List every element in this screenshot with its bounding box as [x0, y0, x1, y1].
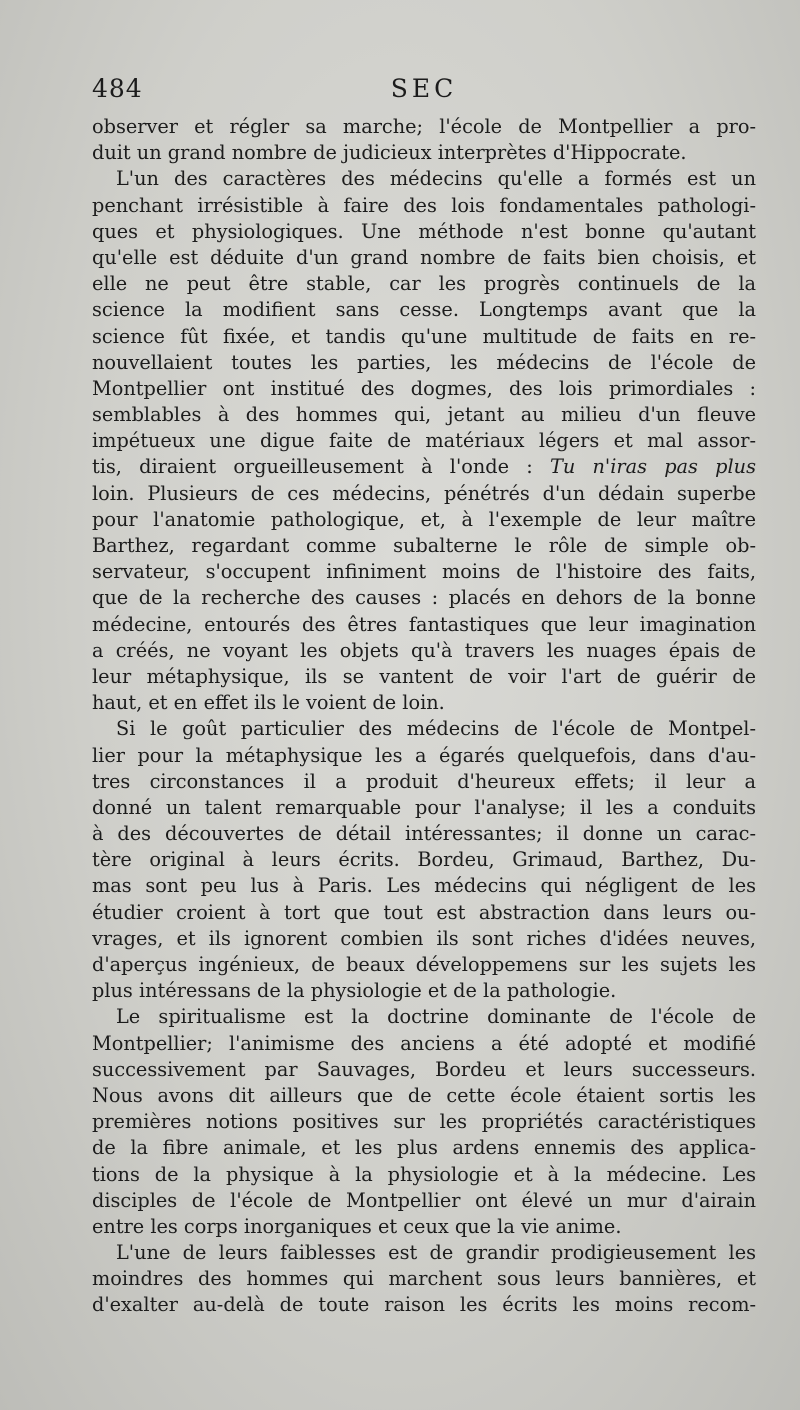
text-line: à des découvertes de détail intéressantes; il donne un carac- [92, 822, 756, 846]
page-number: 484 [92, 74, 143, 103]
text-line: disciples de l'école de Montpellier ont élevé un mur d'airain [92, 1188, 756, 1212]
text-line: entre les corps inorganiques et ceux que la vie anime. [92, 1214, 622, 1238]
text-line: servateur, s'occupent infiniment moins de l'histoire des faits, [92, 560, 756, 584]
text-line: Montpellier; l'animisme des anciens a été adopté et modifié [92, 1031, 756, 1055]
text-line: Barthez, regardant comme subalterne le rôle de simple ob- [92, 534, 756, 557]
text-line: impétueux une digue faite de matériaux légers et mal assor- [92, 429, 756, 453]
text-line: médecine, entourés des êtres fantastiques que leur imagination [92, 612, 756, 636]
text-line: que de la recherche des causes : placés en dehors de la bonne [92, 586, 756, 610]
text-line: a créés, ne voyant les objets qu'à travers les nuages épais de [92, 638, 756, 662]
text-line: Nous avons dit ailleurs que de cette école étaient sortis les [92, 1083, 756, 1107]
text-line: premières notions positives sur les propriétés caractéristiques [92, 1110, 756, 1134]
text-line: duit un grand nombre de judicieux interprètes d'Hippocrate. [92, 141, 687, 165]
text-line: moindres des hommes qui marchent sous leurs bannières, et [92, 1267, 756, 1291]
text-line: L'une de leurs faiblesses est de grandir prodigieusement les [116, 1241, 756, 1265]
text-line: successivement par Sauvages, Bordeu et leurs successeurs. [92, 1057, 756, 1081]
text-line: étudier croient à tort que tout est abstraction dans leurs ou- [92, 900, 756, 924]
text-segment: tis, diraient orgueilleusement à l'onde : [92, 455, 533, 479]
text-line: science la modifient sans cesse. Longtemps avant que la [92, 298, 756, 322]
text-line: de la fibre animale, et les plus ardens ennemis des applica- [92, 1136, 756, 1160]
text-line: Montpellier ont institué des dogmes, des lois primordiales : [92, 376, 756, 400]
text-line: ques et physiologiques. Une méthode n'est bonne qu'autant [92, 219, 756, 243]
text-line: donné un talent remarquable pour l'analyse; il les a conduits [92, 795, 756, 819]
text-line: science fût fixée, et tandis qu'une multitude de faits en re- [92, 324, 756, 348]
text-line: vrages, et ils ignorent combien ils sont riches d'idées neuves, [92, 926, 756, 950]
text-line: Si le goût particulier des médecins de l'école de Montpel- [116, 717, 756, 741]
text-line: leur métaphysique, ils se vantent de voir l'art de guérir de [92, 664, 756, 688]
body-text [92, 114, 756, 1319]
text-line: qu'elle est déduite d'un grand nombre de faits bien choisis, et [92, 245, 756, 269]
text-line: Le spiritualisme est la doctrine dominante de l'école de [116, 1005, 756, 1029]
text-line: semblables à des hommes qui, jetant au milieu d'un fleuve [92, 403, 756, 427]
text-line: penchant irrésistible à faire des lois fondamentales pathologi- [92, 193, 756, 217]
text-line: lier pour la métaphysique les a égarés quelquefois, dans d'au- [92, 743, 756, 767]
text-line-with-quote [92, 454, 756, 480]
italic-quote: Tu n'iras pas plus [550, 455, 756, 479]
text-line: haut, et en effet ils le voient de loin. [92, 691, 445, 715]
text-line: d'exalter au-delà de toute raison les écrits les moins recom- [92, 1293, 756, 1317]
text-line: tres circonstances il a produit d'heureux effets; il leur a [92, 769, 756, 793]
text-line: pour l'anatomie pathologique, et, à l'exemple de leur maître [92, 507, 756, 531]
text-line: L'un des caractères des médecins qu'elle a formés est un [116, 167, 756, 191]
text-line: observer et régler sa marche; l'école de Montpellier a pro- [92, 115, 756, 138]
text-line: d'aperçus ingénieux, de beaux développemens sur les sujets les [92, 953, 756, 976]
page-header [92, 74, 756, 108]
text-line: tère original à leurs écrits. Bordeu, Grimaud, Barthez, Du- [92, 848, 756, 872]
running-head: SEC [390, 74, 458, 103]
text-line: elle ne peut être stable, car les progrès continuels de la [92, 272, 756, 296]
text-line: mas sont peu lus à Paris. Les médecins qui négligent de les [92, 874, 756, 898]
text-line: plus intéressans de la physiologie et de la pathologie. [92, 979, 617, 1003]
text-line: nouvellaient toutes les parties, les médecins de l'école de [92, 350, 756, 374]
text-line: tions de la physique à la physiologie et à la médecine. Les [92, 1162, 756, 1186]
text-line: loin. Plusieurs de ces médecins, pénétrés d'un dédain superbe [92, 481, 756, 505]
